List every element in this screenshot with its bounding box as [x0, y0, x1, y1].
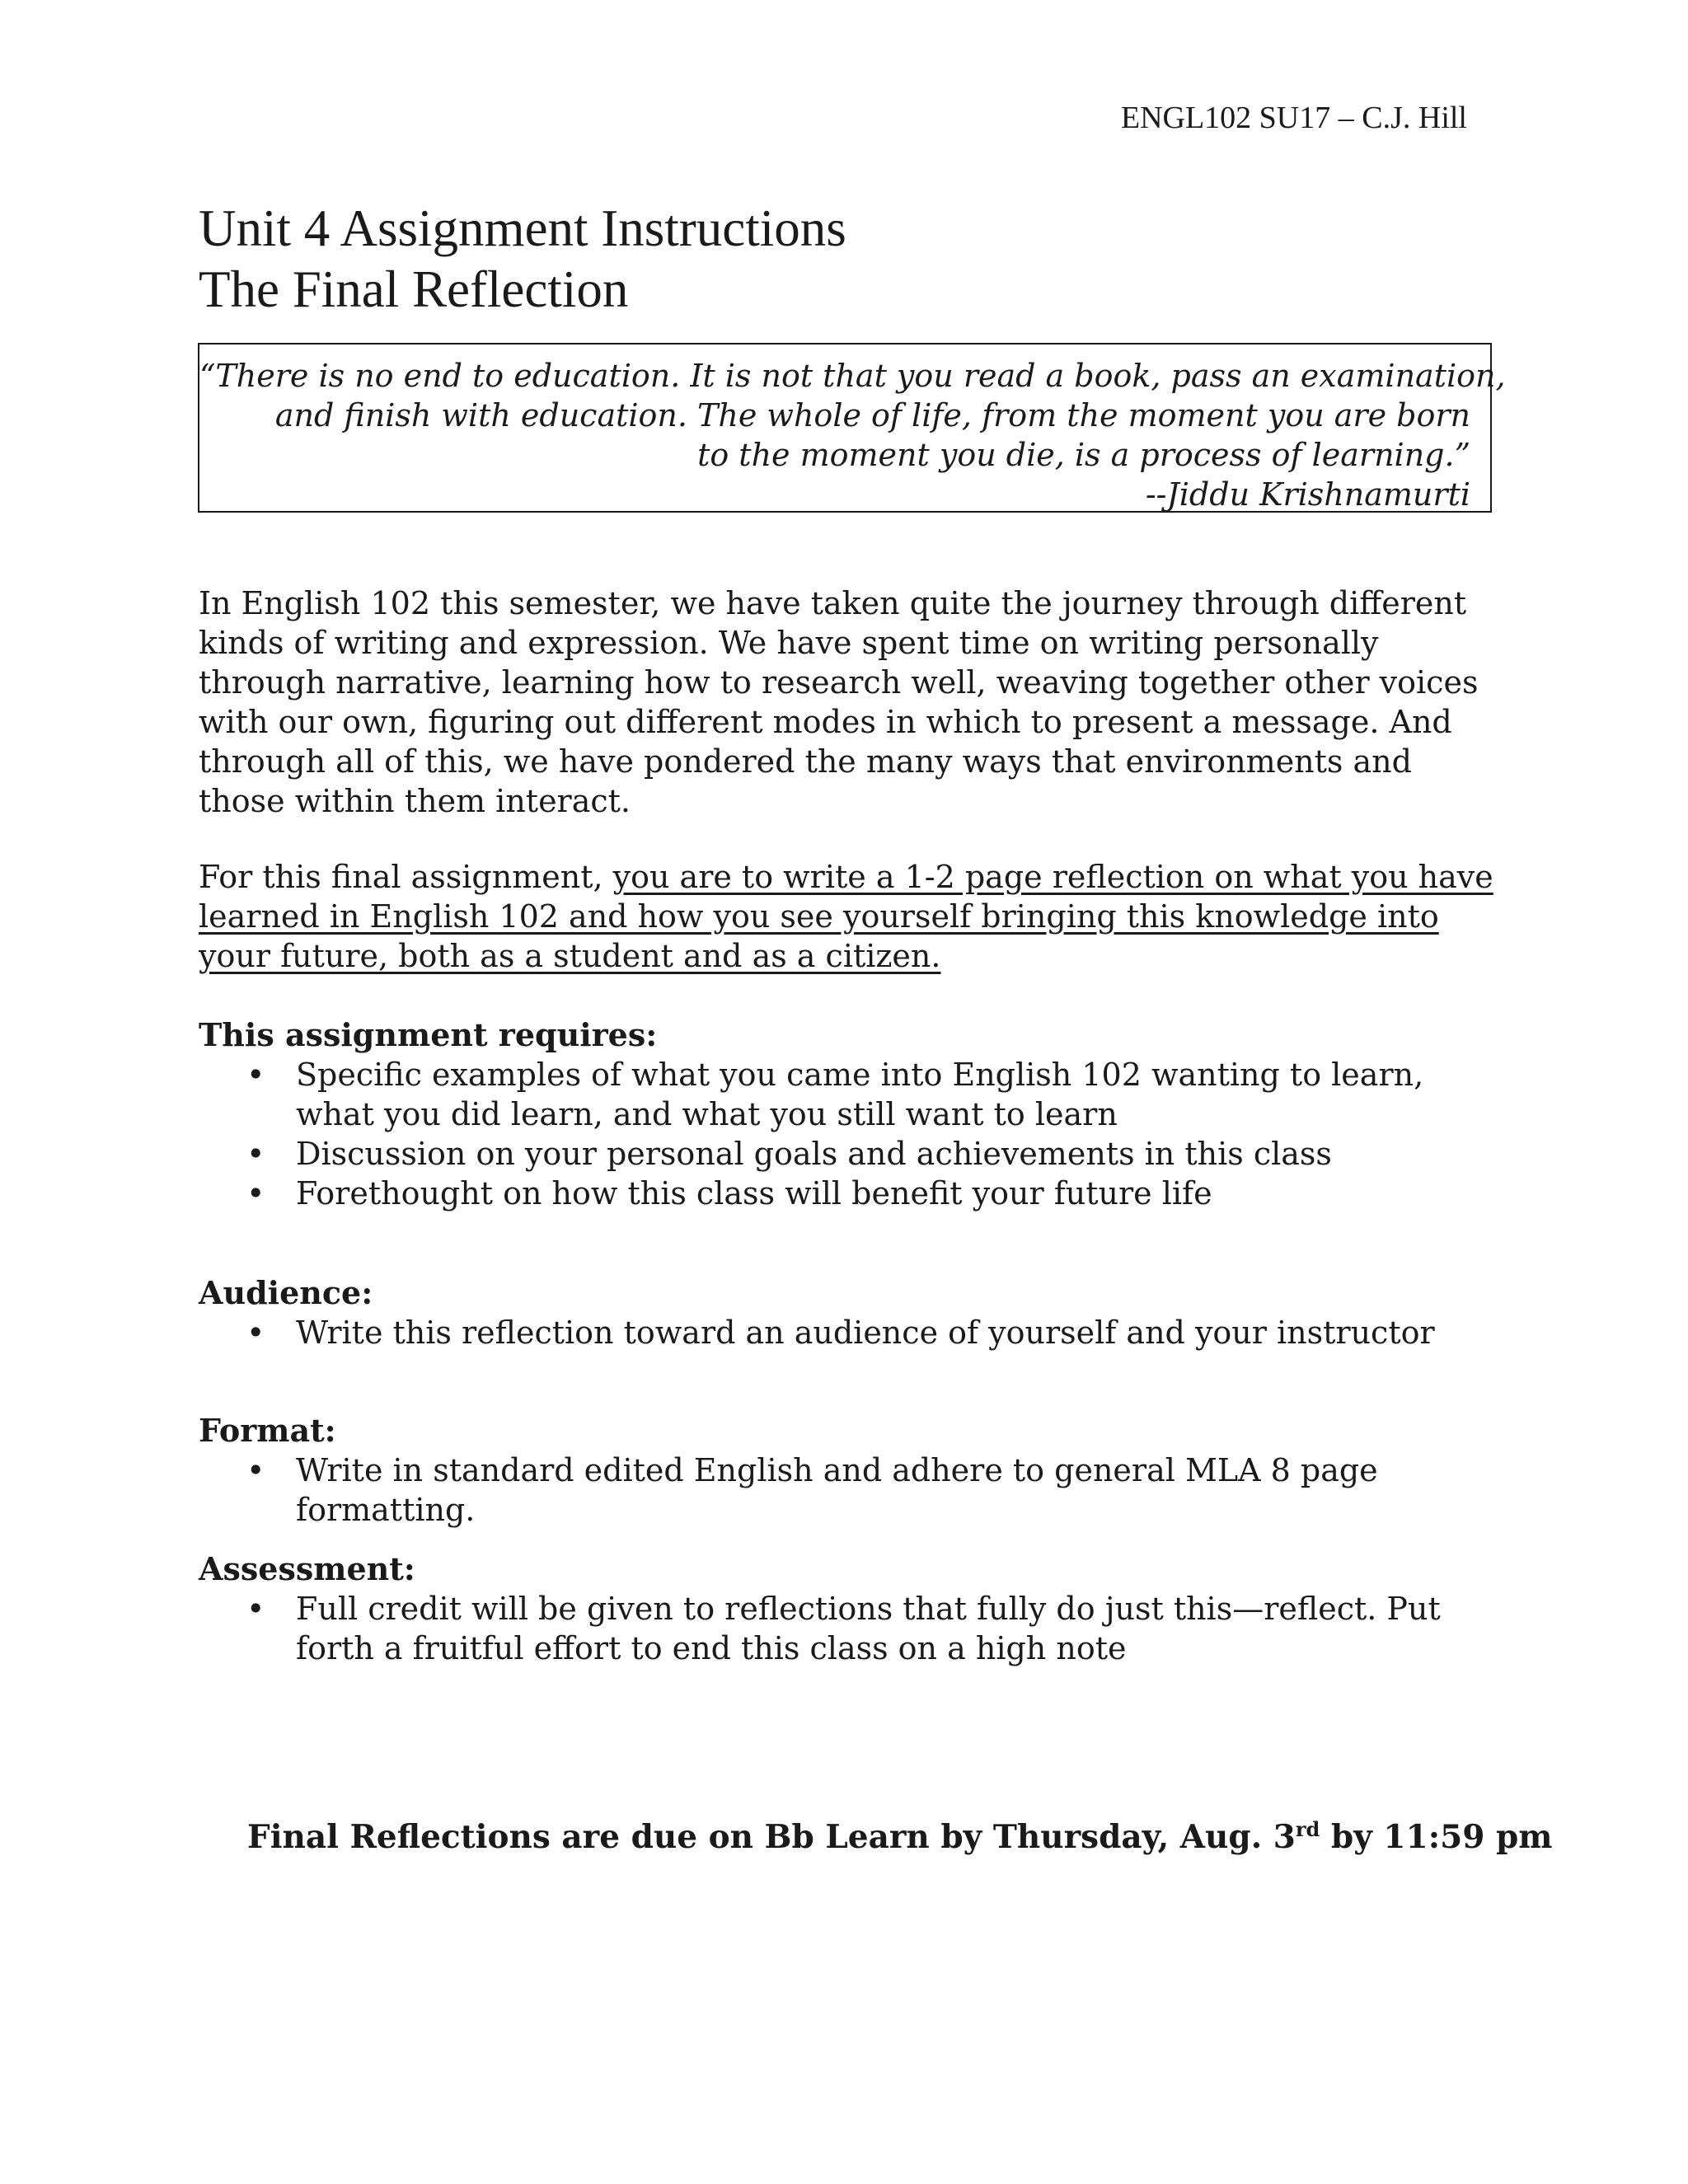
bullet-icon: •: [246, 1591, 265, 1627]
task-underlined: you are to write a 1-2 page reflection on what you have learned in English 102 and how you see yourself bringing this knowledge into your future, both as a student and as a citizen.: [199, 859, 1493, 974]
list-item-text: Write in standard edited English and adhere to general MLA 8 page formatting.: [296, 1452, 1378, 1528]
list-item: [199, 1451, 1501, 1530]
list-item: [199, 1313, 1501, 1352]
requirements-list: [199, 1055, 1501, 1213]
list-item: [199, 1055, 1501, 1134]
bullet-icon: •: [246, 1136, 265, 1172]
due-ordinal-suffix: rd: [1295, 1817, 1320, 1841]
assessment-heading: Assessment:: [199, 1550, 415, 1587]
format-list: [199, 1451, 1501, 1530]
title-line-1: Unit 4 Assignment Instructions: [199, 199, 846, 257]
task-prefix: For this final assignment,: [199, 859, 613, 895]
list-item-text: Forethought on how this class will benefit your future life: [296, 1175, 1212, 1212]
due-text-after: by 11:59 pm: [1320, 1818, 1553, 1856]
due-text-before: Final Reflections are due on Bb Learn by Thursday, Aug. 3: [247, 1818, 1296, 1856]
quote-line-3: to the moment you die, is a process of learning.”: [697, 437, 1470, 473]
bullet-icon: •: [246, 1315, 265, 1351]
due-date-notice: [247, 1817, 1552, 1857]
requirements-heading: This assignment requires:: [199, 1016, 658, 1053]
title-line-2: The Final Reflection: [199, 260, 629, 318]
list-item-text: Discussion on your personal goals and achievements in this class: [296, 1136, 1332, 1172]
list-item: [199, 1134, 1501, 1174]
quote-line-2: and finish with education. The whole of life, from the moment you are born: [274, 397, 1470, 434]
format-heading: Format:: [199, 1412, 336, 1449]
intro-paragraph: In English 102 this semester, we have taken quite the journey through different kinds of writing and expression. We have spent time on writing personally through narrative, learning how to research well, weaving together other voices with our own, figuring out different modes in which to present a message. And through all of this, we have pondered the many ways that environments and those within them interact.: [199, 585, 1479, 819]
list-item-text: Specific examples of what you came into English 102 wanting to learn, what you did learn, and what you still want to learn: [296, 1057, 1424, 1132]
assessment-list: [199, 1589, 1501, 1668]
task-paragraph: [199, 857, 1501, 976]
bullet-icon: •: [246, 1175, 265, 1212]
audience-list: [199, 1313, 1501, 1352]
page-title: [199, 198, 846, 320]
list-item-text: Full credit will be given to reflections that fully do just this—reflect. Put forth a fruitful effort to end this class on a high note: [296, 1591, 1441, 1666]
audience-heading: Audience:: [199, 1274, 373, 1311]
list-item: [199, 1589, 1501, 1668]
quote-attribution: --Jiddu Krishnamurti: [1145, 476, 1470, 513]
list-item-text: Write this reflection toward an audience of yourself and your instructor: [296, 1315, 1435, 1351]
bullet-icon: •: [246, 1057, 265, 1093]
quote-box: [198, 343, 1506, 513]
bullet-icon: •: [246, 1452, 265, 1488]
list-item: [199, 1174, 1501, 1213]
quote-line-1: “There is no end to education. It is not that you read a book, pass an examination,: [199, 358, 1506, 394]
course-header: ENGL102 SU17 – C.J. Hill: [1120, 101, 1467, 135]
